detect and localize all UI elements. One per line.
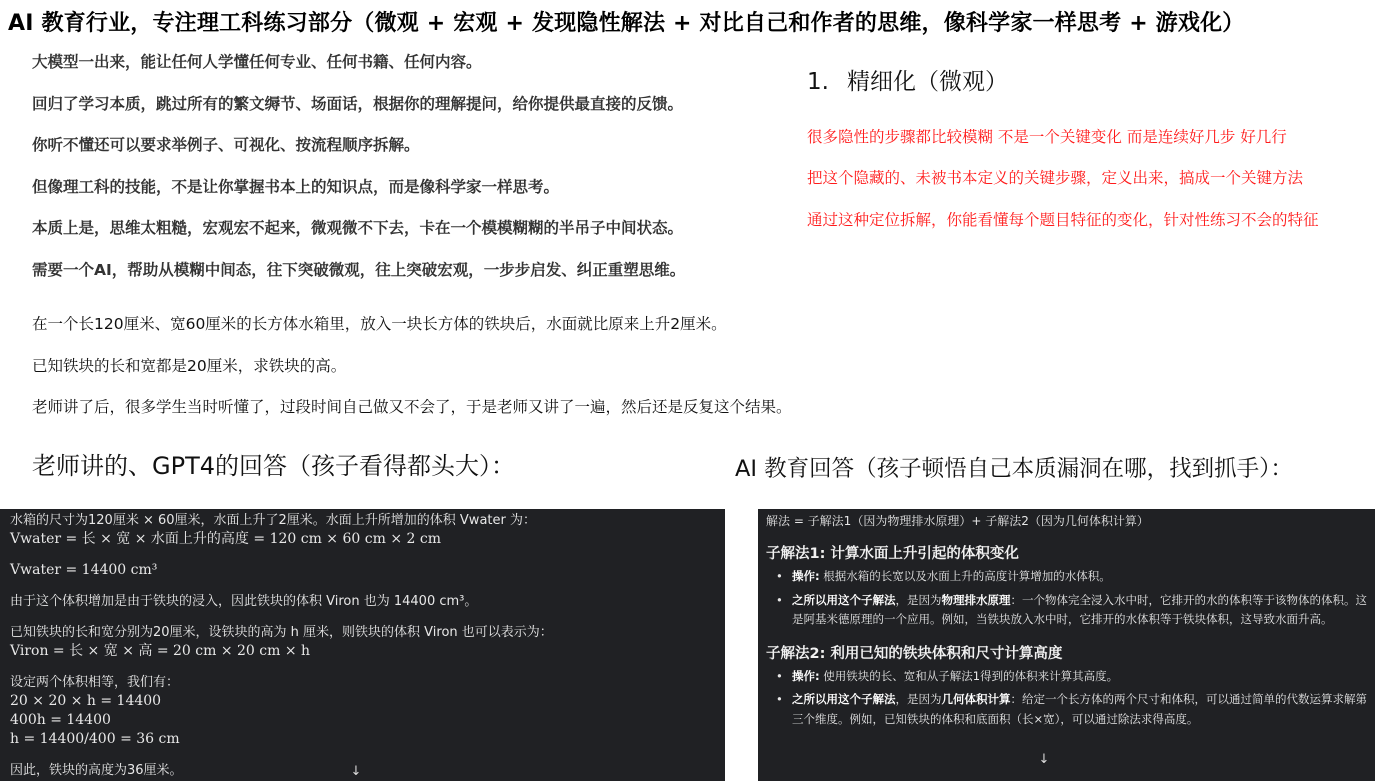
item-key: 物理排水原理	[941, 592, 1011, 607]
page-title: AI 教育行业，专注理工科练习部分（微观 + 宏观 + 发现隐性解法 + 对比自己和作者的思维，像科学家一样思考 + 游戏化）	[8, 11, 1245, 36]
gpt-equation: 400h = 14400	[10, 712, 111, 728]
ai-answer-screenshot	[758, 509, 1375, 781]
sub-solution-1-title: 子解法1: 计算水面上升引起的体积变化	[766, 546, 1019, 562]
scroll-down-icon[interactable]: ↓	[350, 764, 362, 779]
gpt-line: 设定两个体积相等，我们有：	[10, 675, 180, 690]
item-label: 操作:	[792, 569, 820, 583]
sub-solution-1-list	[776, 567, 1367, 630]
gpt-line: 因此，铁块的高度为36厘米。	[10, 763, 183, 778]
intro-line: 但像理工科的技能，不是让你掌握书本上的知识点，而是像科学家一样思考。	[32, 177, 560, 196]
item-label: 之所以用这个子解法	[792, 692, 896, 706]
intro-line: 大模型一出来，能让任何人学懂任何专业、任何书籍、任何内容。	[32, 53, 482, 71]
item-label: 操作:	[792, 668, 820, 683]
list-item	[776, 690, 1367, 729]
gpt-line: 已知铁块的长和宽分别为20厘米，设铁块的高为 h 厘米，则铁块的体积 Viron 也可以表示为：	[10, 625, 553, 640]
ai-education-heading: AI 教育回答（孩子顿悟自己本质漏洞在哪，找到抓手）：	[735, 456, 1293, 482]
gpt-equation: 20 × 20 × h = 14400	[10, 693, 162, 709]
intro-line: 回归了学习本质，跳过所有的繁文缛节、场面话，根据你的理解提问，给你提供最直接的反馈。	[32, 94, 684, 113]
intro-line: 本质上是，思维太粗糙，宏观宏不起来，微观微不下去，卡在一个模模糊糊的半吊子中间状态。	[32, 219, 684, 238]
gpt-equation: h = 14400/400 = 36 cm	[10, 731, 180, 747]
intro-line: 你听不懂还可以要求举例子、可视化、按流程顺序拆解。	[32, 136, 420, 155]
gpt-line: 水箱的尺寸为120厘米 × 60厘米，水面上升了2厘米。水面上升所增加的体积 Vwater 为：	[10, 513, 536, 528]
scroll-down-icon[interactable]: ↓	[1038, 752, 1050, 767]
item-text: ：给定一个长方体的两个尺寸和体积，可以通过简单的代数运算求解第三个维度。例如，已知铁块的体积和底面积（长×宽），可以通过除法求得高度。	[792, 692, 1367, 726]
micro-note: 通过这种定位拆解，你能看懂每个题目特征的变化，针对性练习不会的特征	[807, 210, 1319, 229]
gpt4-answer-screenshot	[0, 509, 725, 781]
gpt-equation: Vwater = 长 × 宽 × 水面上升的高度 = 120 cm × 60 cm × 2 cm	[10, 531, 441, 547]
gpt-equation: Vwater = 14400 cm³	[10, 562, 158, 578]
problem-statement	[32, 313, 1032, 438]
micro-heading-number: 1.	[807, 69, 829, 95]
teacher-gpt4-heading: 老师讲的、GPT4的回答（孩子看得都头大）：	[32, 452, 515, 480]
micro-heading	[807, 64, 1375, 100]
micro-note: 很多隐性的步骤都比较模糊 不是一个关键变化 而是连续好几步 好几行	[807, 128, 1287, 146]
list-item	[776, 591, 1367, 630]
problem-line: 已知铁块的长和宽都是20厘米，求铁块的高。	[32, 356, 347, 375]
list-item	[776, 667, 1367, 687]
gpt-equation: Viron = 长 × 宽 × 高 = 20 cm × 20 cm × h	[10, 643, 311, 659]
item-text: 使用铁块的长、宽和从子解法1得到的体积来计算其高度。	[819, 668, 1119, 683]
sub-solution-2-list	[776, 667, 1367, 730]
item-text: ，是因为	[895, 592, 942, 607]
item-key: 几何体积计算	[941, 692, 1011, 706]
item-text: ，是因为	[895, 692, 942, 706]
gpt-line: 由于这个体积增加是由于铁块的浸入，因此铁块的体积 Viron 也为 14400 cm³。	[10, 594, 478, 609]
micro-note: 把这个隐藏的、未被书本定义的关键步骤，定义出来，搞成一个关键方法	[807, 169, 1304, 188]
problem-line: 在一个长120厘米、宽60厘米的长方体水箱里，放入一块长方体的铁块后，水面就比原来上升2厘米。	[32, 315, 727, 333]
intro-paragraphs	[32, 51, 792, 301]
ai-summary: 解法 = 子解法1（因为物理排水原理）+ 子解法2（因为几何体积计算）	[766, 514, 1149, 528]
item-text: 根据水箱的长宽以及水面上升的高度计算增加的水体积。	[819, 569, 1111, 583]
item-label: 之所以用这个子解法	[792, 592, 896, 607]
micro-heading-text: 精细化（微观）	[846, 69, 1008, 95]
list-item	[776, 567, 1367, 587]
item-text: ：一个物体完全浸入水中时，它排开的水的体积等于该物体的体积。这是阿基米德原理的一个应用。例如，当铁块放入水中时，它排开的水体积等于铁块体积，这导致水面升高。	[792, 592, 1367, 626]
problem-line: 老师讲了后，很多学生当时听懂了，过段时间自己做又不会了，于是老师又讲了一遍，然后还是反复这个结果。	[32, 398, 792, 416]
micro-section	[807, 64, 1375, 250]
sub-solution-2-title: 子解法2: 利用已知的铁块体积和尺寸计算高度	[766, 645, 1063, 662]
intro-line: 需要一个AI，帮助从模糊中间态，往下突破微观，往上突破宏观，一步步启发、纠正重塑思维。	[32, 260, 686, 279]
